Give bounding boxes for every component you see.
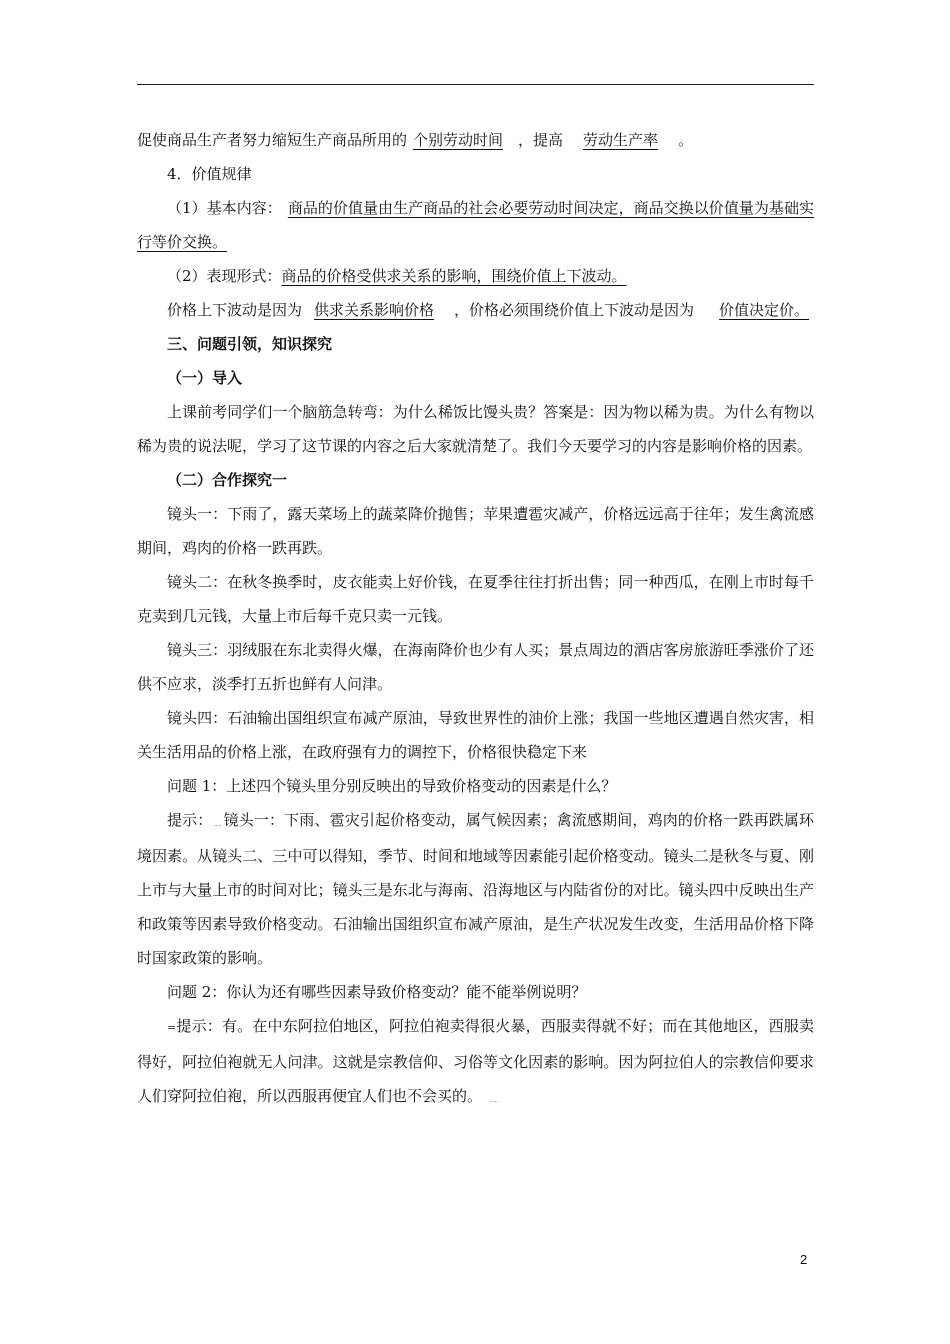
hint-text: 提示：有。在中东阿拉伯地区，阿拉伯袍卖得很火暴，西服卖得就不好；而在其他地区，西服卖得好，阿拉伯袍就无人问津。这就是宗教信仰、习俗等文化因素的影响。因为阿拉伯人的宗教信仰要求人们穿阿拉伯袍，所以西服再便宜人们也不会买的。	[137, 1017, 814, 1105]
answer-text: 商品的价格受供求关系的影响，围绕价值上下波动。	[281, 267, 627, 285]
header-rule	[137, 84, 814, 85]
paragraph-shot-2: 镜头二：在秋冬换季时，皮衣能卖上好价钱，在夏季往往打折出售；同一种西瓜，在刚上市时每千克卖到几元钱，大量上市后每千克只卖一元钱。	[137, 573, 814, 625]
answer-text: 商品的价值量由生产商品的社会必要劳动时间决定，商品交换以价值量为基础实行等价交换。	[137, 199, 814, 251]
text: 。	[678, 131, 694, 149]
paragraph-price-fluctuation	[137, 293, 814, 327]
text: 促使商品生产者努力缩短生产商品所用的	[137, 131, 408, 149]
paragraph-basic-content	[137, 191, 814, 259]
answer-blank	[694, 301, 809, 319]
hint-2	[137, 1009, 814, 1115]
edit-mark: ﹎	[212, 815, 224, 828]
hint-text: 镜头一：下雨、雹灾引起价格变动，属气候因素；禽流感期间，鸡肉的价格一跌再跌属环境因素。从镜头二、三中可以得知，季节、时间和地域等因素能引起价格变动。镜头二是秋冬与夏、刚上市与大量上市的时间对比；镜头三是东北与海南、沿海地区与内陆省份的对比。镜头四中反映出生产和政策等因素导致价格变动。石油输出国组织宣布减产原油，是生产状况发生改变，生活用品价格下降时国家政策的影响。	[137, 811, 814, 967]
label: （2）表现形式：	[167, 267, 282, 285]
text: ，提高	[518, 131, 564, 149]
paragraph-labor-time	[137, 123, 814, 157]
paragraph-intro: 上课前考同学们一个脑筋急转弯：为什么稀饭比馒头贵？答案是：因为物以稀为贵。为什么有物以稀为贵的说法呢，学习了这节课的内容之后大家就清楚了。我们今天要学习的内容是影响价格的因素。	[137, 403, 814, 455]
hint-label: 提示：	[167, 811, 213, 829]
text: ，价格必须围绕价值上下波动是因为	[454, 301, 695, 319]
paragraph-expression-form	[137, 259, 814, 293]
paragraph-shot-3: 镜头三：羽绒服在东北卖得火爆，在海南降价也少有人买；景点周边的酒店客房旅游旺季涨价了还供不应求，淡季打五折也鲜有人问津。	[137, 641, 814, 693]
answer-blank	[302, 301, 454, 319]
answer-blank	[407, 131, 518, 149]
paragraph-shot-1: 镜头一：下雨了，露天菜场上的蔬菜降价抛售；苹果遭雹灾减产，价格远远高于往年；发生禽流感期间，鸡肉的价格一跌再跌。	[137, 505, 814, 557]
page-number: 2	[800, 1252, 808, 1267]
subsection-heading-intro: （一）导入	[167, 369, 243, 387]
edit-mark: =	[167, 1021, 177, 1034]
paragraph-shot-4: 镜头四：石油输出国组织宣布减产原油，导致世界性的油价上涨；我国一些地区遭遇自然灾害，相关生活用品的价格上涨，在政府强有力的调控下，价格很快稳定下来	[137, 709, 814, 761]
question-1: 问题 1：上述四个镜头里分别反映出的导致价格变动的因素是什么？	[167, 777, 617, 795]
answer-blank	[282, 267, 627, 285]
answer-text: 个别劳动时间	[413, 131, 504, 149]
answer-text: 价值决定价。	[719, 301, 810, 319]
heading-value-law: 4．价值规律	[167, 165, 252, 183]
answer-text: 劳动生产率	[583, 131, 659, 149]
hint-1	[137, 803, 814, 975]
answer-text: 供求关系影响价格	[314, 301, 435, 319]
section-heading: 三、问题引领，知识探究	[167, 335, 333, 353]
label: （1）基本内容：	[167, 199, 282, 217]
answer-blank	[563, 131, 678, 149]
question-2: 问题 2：你认为还有哪些因素导致价格变动？能不能举例说明？	[167, 983, 587, 1001]
document-body	[137, 123, 814, 1115]
text: 价格上下波动是因为	[167, 301, 303, 319]
edit-mark: ﹎	[488, 1091, 500, 1104]
subsection-heading-cooperation: （二）合作探究一	[167, 471, 288, 489]
